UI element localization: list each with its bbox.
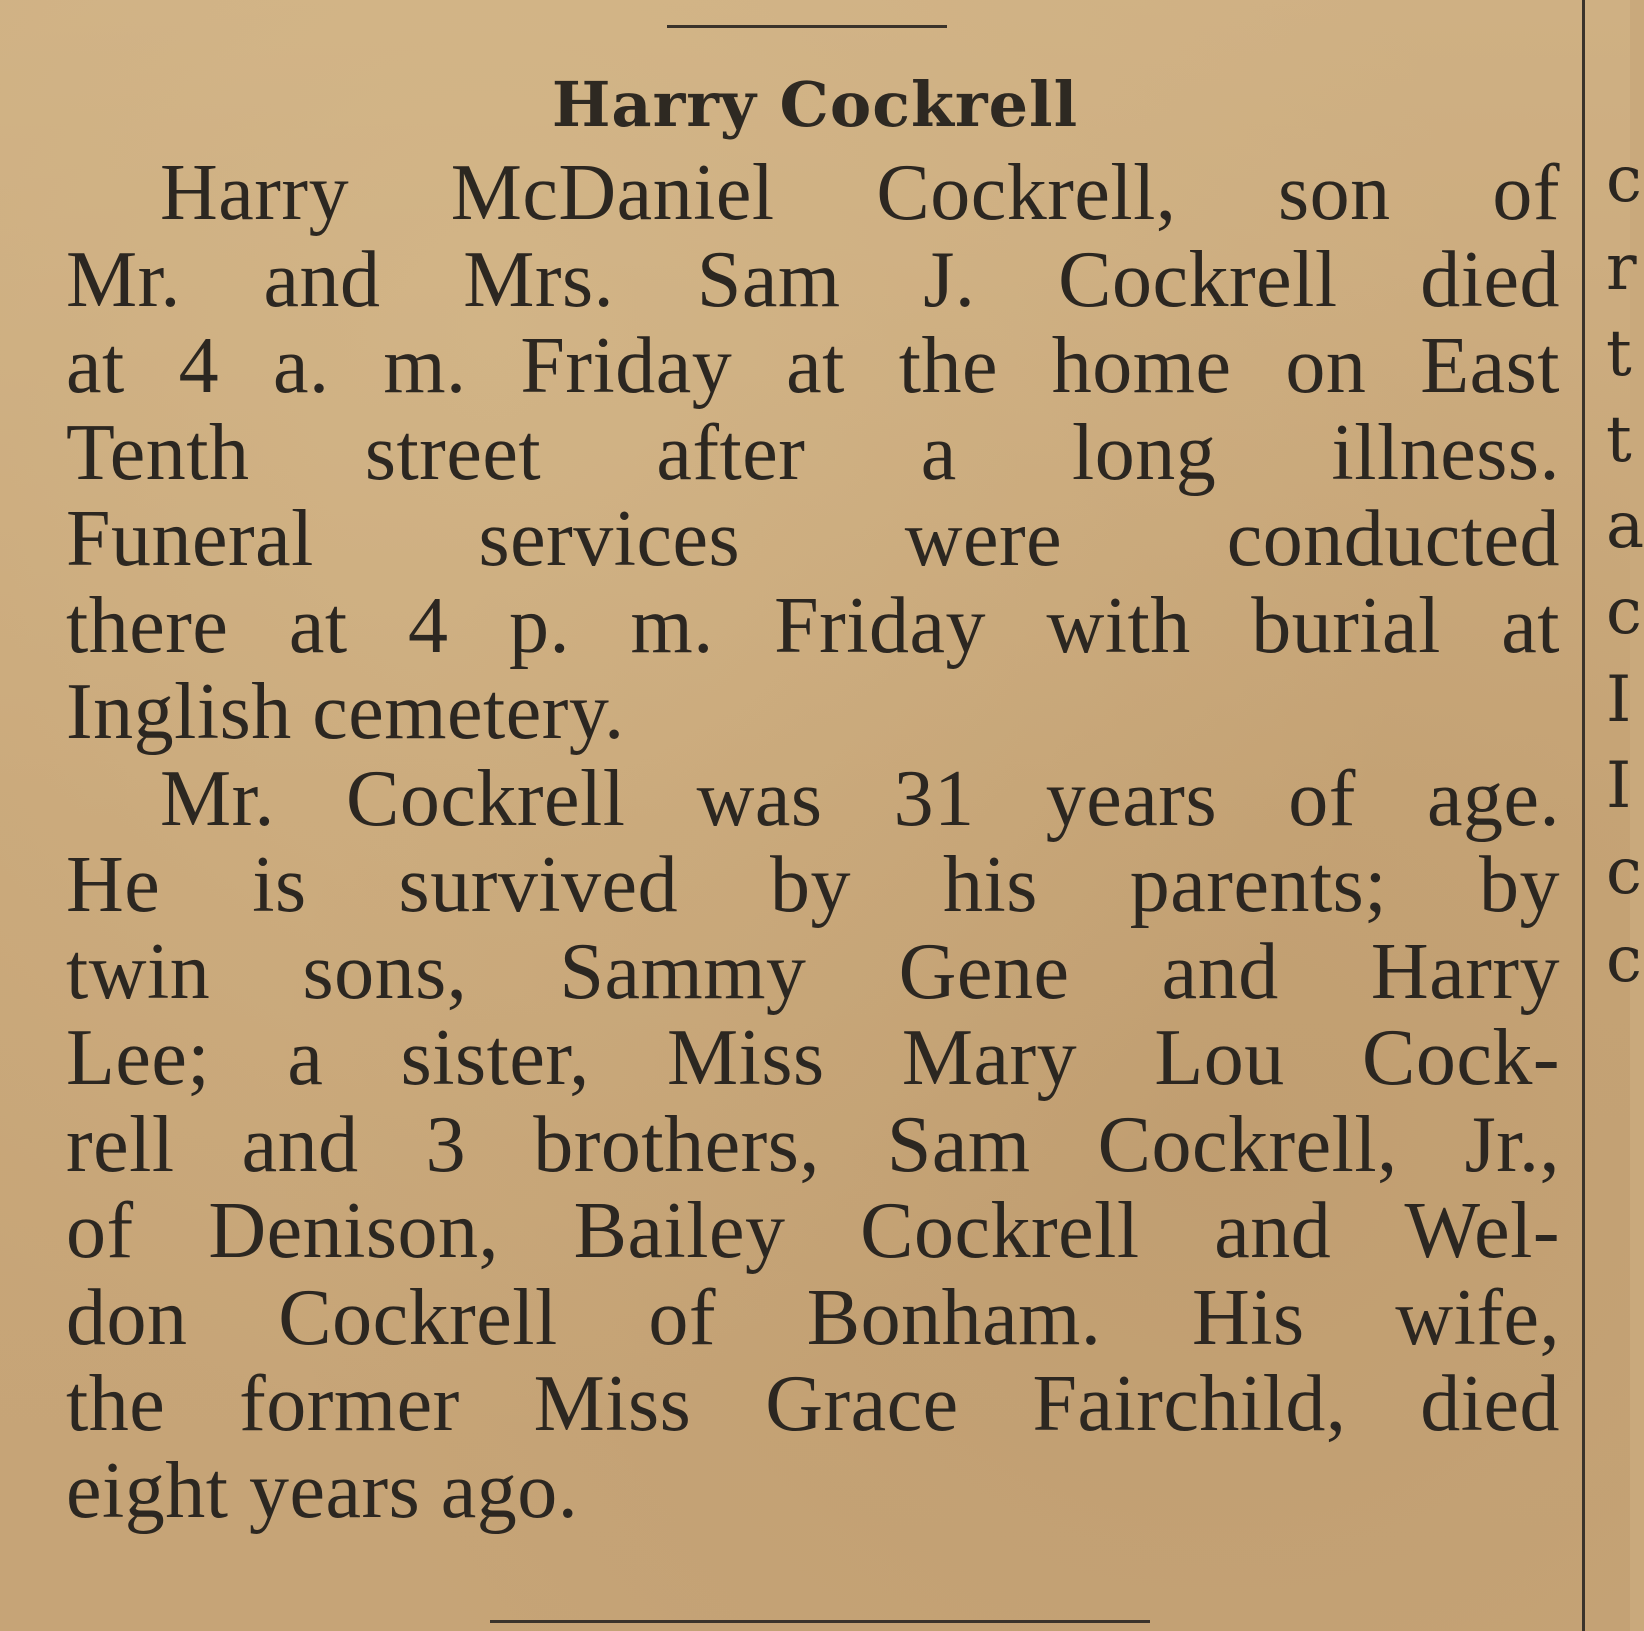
text-line: of Denison, Bailey Cockrell and Wel-	[66, 1187, 1560, 1275]
adjacent-column-fragment: t	[1606, 403, 1632, 477]
bottom-column-rule	[490, 1620, 1150, 1623]
adjacent-column-fragment: c	[1606, 923, 1642, 997]
adjacent-column-fragment: c	[1606, 835, 1642, 909]
adjacent-column-fragment: r	[1606, 231, 1637, 305]
top-column-rule	[667, 25, 947, 28]
text-line: don Cockrell of Bonham. His wife,	[66, 1273, 1560, 1362]
text-line: eight years ago.	[66, 1446, 579, 1535]
obituary-headline: Harry Cockrell	[551, 68, 1079, 141]
adjacent-column-fragment: a	[1606, 489, 1644, 563]
text-line: Mr. Cockrell was 31 years of age.	[160, 754, 1560, 843]
text-line: Tenth street after a long illness.	[66, 408, 1560, 497]
adjacent-column-fragment: c	[1606, 575, 1642, 649]
text-line: Lee; a sister, Miss Mary Lou Cock-	[66, 1014, 1560, 1102]
text-line: the former Miss Grace Fairchild, died	[66, 1360, 1560, 1448]
text-line: Harry McDaniel Cockrell, son of	[160, 149, 1560, 237]
adjacent-column-fragment: t	[1606, 317, 1632, 391]
obituary-body	[66, 150, 1560, 1534]
text-line: at 4 a. m. Friday at the home on East	[66, 322, 1560, 410]
text-line: twin sons, Sammy Gene and Harry	[66, 927, 1560, 1016]
adjacent-column-fragment: c	[1606, 143, 1642, 217]
text-line: Funeral services were conducted	[66, 495, 1560, 583]
adjacent-column-fragment: I	[1606, 663, 1632, 737]
vertical-column-rule	[1582, 0, 1585, 1631]
text-line: rell and 3 brothers, Sam Cockrell, Jr.,	[66, 1100, 1560, 1189]
text-line: Inglish cemetery.	[66, 668, 625, 756]
text-line: there at 4 p. m. Friday with burial at	[66, 581, 1560, 670]
text-line: Mr. and Mrs. Sam J. Cockrell died	[66, 235, 1560, 324]
adjacent-column-fragment: I	[1606, 749, 1632, 823]
text-line: He is survived by his parents; by	[66, 841, 1560, 929]
